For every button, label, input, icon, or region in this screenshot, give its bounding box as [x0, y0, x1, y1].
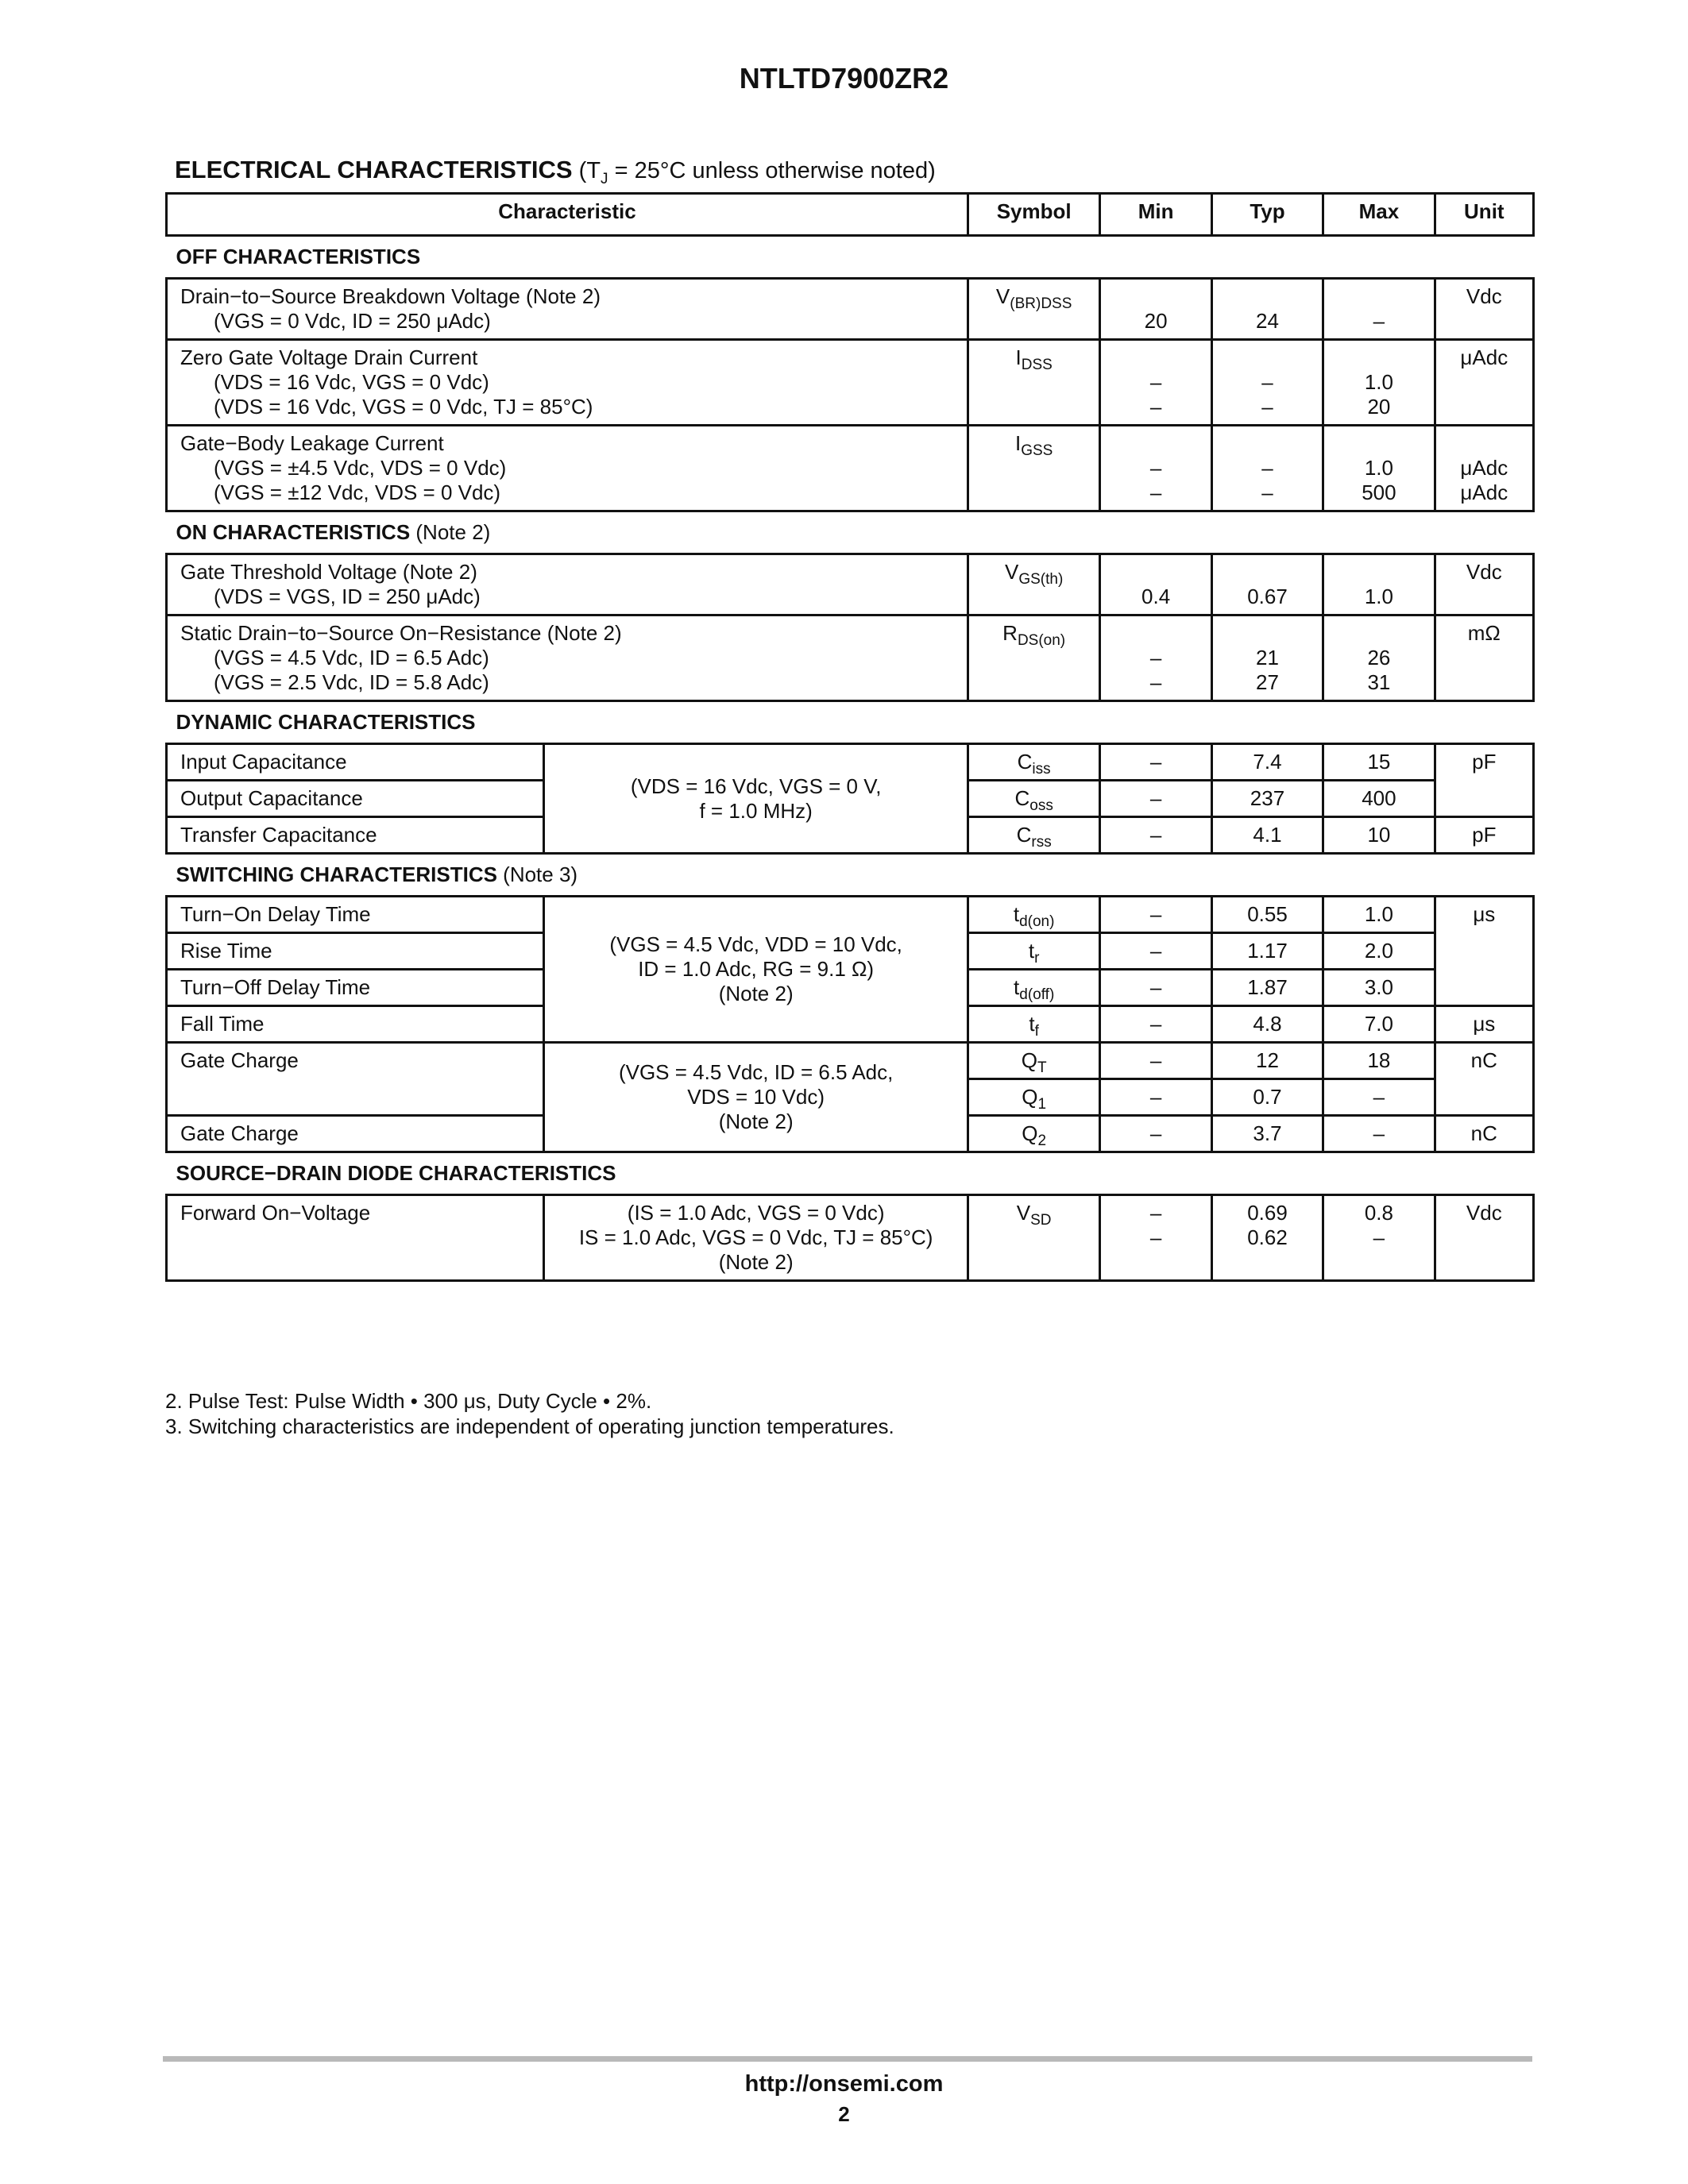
page-number: 2 — [838, 2102, 850, 2126]
row-unit: pF — [1435, 744, 1533, 781]
table-row — [167, 426, 1534, 511]
row-symbol: $Q_2$ — [968, 1116, 1099, 1152]
row-symbol: $Q_T$ — [968, 1043, 1099, 1079]
row-symbol: $V_{(BR)DSS}$ — [968, 279, 1099, 340]
row-typ: 3.7 — [1211, 1116, 1323, 1152]
row-max: 7.0 — [1323, 1006, 1435, 1043]
footer-divider — [163, 2056, 1532, 2062]
row-max: 15 — [1323, 744, 1435, 781]
row-typ: – – — [1211, 426, 1323, 511]
table-row — [167, 744, 1534, 781]
col-characteristic: Characteristic — [167, 194, 968, 236]
row-min: – — [1100, 781, 1211, 817]
switching-title: SWITCHING CHARACTERISTICS (Note 3) — [167, 854, 1534, 897]
gate-charge-conditions: (VGS = 4.5 Vdc, ID = 6.5 Adc, VDS = 10 Vdc) (Note 2) — [544, 1043, 968, 1152]
off-title: OFF CHARACTERISTICS — [167, 236, 1534, 279]
col-max: Max — [1323, 194, 1435, 236]
on-band — [167, 511, 1534, 554]
section-title: ELECTRICAL CHARACTERISTICS — [175, 156, 573, 183]
electrical-characteristics-table — [165, 192, 1535, 1282]
row-unit — [1435, 781, 1533, 817]
row-unit: Vdc — [1435, 1195, 1533, 1281]
row-max: 3.0 — [1323, 970, 1435, 1006]
row-typ: 4.1 — [1211, 817, 1323, 854]
row-unit: nC — [1435, 1043, 1533, 1116]
row-characteristic: Zero Gate Voltage Drain Current (VDS = 16 Vdc, VGS = 0 Vdc) (VDS = 16 Vdc, VGS = 0 Vdc, TJ = 85°C) — [167, 340, 968, 426]
footer-link[interactable]: http://onsemi.com — [744, 2071, 944, 2097]
row-characteristic: Input Capacitance — [167, 744, 544, 781]
switching-conditions: (VGS = 4.5 Vdc, VDD = 10 Vdc, ID = 1.0 Adc, RG = 9.1 Ω) (Note 2) — [544, 897, 968, 1043]
switching-band — [167, 854, 1534, 897]
row-typ: 7.4 — [1211, 744, 1323, 781]
row-max: 1.0 500 — [1323, 426, 1435, 511]
row-typ: 0.55 — [1211, 897, 1323, 933]
row-min: – — [1100, 1079, 1211, 1116]
row-min: – – — [1100, 426, 1211, 511]
row-min: 20 — [1100, 279, 1211, 340]
row-unit: nC — [1435, 1116, 1533, 1152]
row-max: 1.0 — [1323, 554, 1435, 615]
row-characteristic: Turn−On Delay Time — [167, 897, 544, 933]
col-typ: Typ — [1211, 194, 1323, 236]
row-symbol: $t_{d(off)}$ — [968, 970, 1099, 1006]
row-typ: 0.67 — [1211, 554, 1323, 615]
section-heading — [175, 156, 936, 187]
dynamic-title: DYNAMIC CHARACTERISTICS — [167, 701, 1534, 744]
row-symbol: $V_{GS(th)}$ — [968, 554, 1099, 615]
row-typ: 4.8 — [1211, 1006, 1323, 1043]
row-typ: – – — [1211, 340, 1323, 426]
row-symbol: $C_{iss}$ — [968, 744, 1099, 781]
table-row — [167, 340, 1534, 426]
row-typ: 21 27 — [1211, 615, 1323, 701]
row-max: 10 — [1323, 817, 1435, 854]
diode-title: SOURCE−DRAIN DIODE CHARACTERISTICS — [167, 1152, 1534, 1195]
row-characteristic: Forward On−Voltage — [167, 1195, 544, 1281]
row-typ: 1.87 — [1211, 970, 1323, 1006]
table-row — [167, 554, 1534, 615]
table-row — [167, 279, 1534, 340]
row-characteristic: Transfer Capacitance — [167, 817, 544, 854]
row-unit: pF — [1435, 817, 1533, 854]
row-symbol: $I_{GSS}$ — [968, 426, 1099, 511]
footnote: 3. Switching characteristics are independent of operating junction temperatures. — [165, 1414, 894, 1438]
row-symbol: $V_{SD}$ — [968, 1195, 1099, 1281]
dynamic-conditions: (VDS = 16 Vdc, VGS = 0 V, f = 1.0 MHz) — [544, 744, 968, 854]
table-row — [167, 897, 1534, 933]
row-min: – — [1100, 1006, 1211, 1043]
row-symbol: $t_f$ — [968, 1006, 1099, 1043]
page-title: NTLTD7900ZR2 — [739, 62, 949, 95]
diode-band — [167, 1152, 1534, 1195]
row-characteristic: Drain−to−Source Breakdown Voltage (Note 2) (VGS = 0 Vdc, ID = 250 μAdc) — [167, 279, 968, 340]
row-unit: μAdc — [1435, 340, 1533, 426]
row-typ: 237 — [1211, 781, 1323, 817]
col-unit: Unit — [1435, 194, 1533, 236]
table-row — [167, 1043, 1534, 1079]
table-header-row — [167, 194, 1534, 236]
row-characteristic: Gate Charge — [167, 1043, 544, 1116]
footnotes — [165, 1388, 894, 1439]
row-min: – — [1100, 933, 1211, 970]
row-max: 2.0 — [1323, 933, 1435, 970]
off-band — [167, 236, 1534, 279]
row-max: – — [1323, 279, 1435, 340]
row-typ: 0.7 — [1211, 1079, 1323, 1116]
row-symbol: $C_{rss}$ — [968, 817, 1099, 854]
row-characteristic: Static Drain−to−Source On−Resistance (Note 2) (VGS = 4.5 Vdc, ID = 6.5 Adc) (VGS = 2.5 Vdc, ID = 5.8 Adc) — [167, 615, 968, 701]
row-unit: Vdc — [1435, 554, 1533, 615]
dynamic-band — [167, 701, 1534, 744]
row-characteristic: Rise Time — [167, 933, 544, 970]
table-row — [167, 1195, 1534, 1281]
row-max: 18 — [1323, 1043, 1435, 1079]
row-symbol: $t_r$ — [968, 933, 1099, 970]
row-unit: μs — [1435, 897, 1533, 1006]
row-typ: 24 — [1211, 279, 1323, 340]
row-symbol: $I_{DSS}$ — [968, 340, 1099, 426]
row-symbol: $t_{d(on)}$ — [968, 897, 1099, 933]
row-max: – — [1323, 1116, 1435, 1152]
row-min: – — [1100, 897, 1211, 933]
row-max: 1.0 20 — [1323, 340, 1435, 426]
row-min: – – — [1100, 1195, 1211, 1281]
row-unit: mΩ — [1435, 615, 1533, 701]
row-min: – — [1100, 817, 1211, 854]
row-typ: 0.69 0.62 — [1211, 1195, 1323, 1281]
row-min: – — [1100, 744, 1211, 781]
row-min: – — [1100, 970, 1211, 1006]
row-characteristic: Gate Charge — [167, 1116, 544, 1152]
row-max: 0.8 – — [1323, 1195, 1435, 1281]
table-row — [167, 615, 1534, 701]
col-min: Min — [1100, 194, 1211, 236]
row-characteristic: Fall Time — [167, 1006, 544, 1043]
row-unit: Vdc — [1435, 279, 1533, 340]
on-title: ON CHARACTERISTICS (Note 2) — [167, 511, 1534, 554]
row-characteristic: Output Capacitance — [167, 781, 544, 817]
row-unit: μAdc μAdc — [1435, 426, 1533, 511]
row-characteristic: Gate Threshold Voltage (Note 2) (VDS = VGS, ID = 250 μAdc) — [167, 554, 968, 615]
row-max: 26 31 — [1323, 615, 1435, 701]
row-min: – — [1100, 1116, 1211, 1152]
row-symbol: $Q_1$ — [968, 1079, 1099, 1116]
row-max: 1.0 — [1323, 897, 1435, 933]
row-symbol: $C_{oss}$ — [968, 781, 1099, 817]
row-typ: 1.17 — [1211, 933, 1323, 970]
diode-conditions: (IS = 1.0 Adc, VGS = 0 Vdc) IS = 1.0 Adc, VGS = 0 Vdc, TJ = 85°C) (Note 2) — [544, 1195, 968, 1281]
row-unit: μs — [1435, 1006, 1533, 1043]
section-condition: ($T_J = 25^\circ C$ unless otherwise noted) — [578, 158, 936, 187]
row-min: – – — [1100, 615, 1211, 701]
row-min: – — [1100, 1043, 1211, 1079]
row-characteristic: Turn−Off Delay Time — [167, 970, 544, 1006]
row-max: – — [1323, 1079, 1435, 1116]
row-max: 400 — [1323, 781, 1435, 817]
col-symbol: Symbol — [968, 194, 1099, 236]
row-min: – – — [1100, 340, 1211, 426]
row-characteristic: Gate−Body Leakage Current (VGS = ±4.5 Vdc, VDS = 0 Vdc) (VGS = ±12 Vdc, VDS = 0 Vdc) — [167, 426, 968, 511]
row-min: 0.4 — [1100, 554, 1211, 615]
footnote: 2. Pulse Test: Pulse Width • 300 μs, Duty Cycle • 2%. — [165, 1389, 652, 1413]
row-typ: 12 — [1211, 1043, 1323, 1079]
row-symbol: $R_{DS(on)}$ — [968, 615, 1099, 701]
